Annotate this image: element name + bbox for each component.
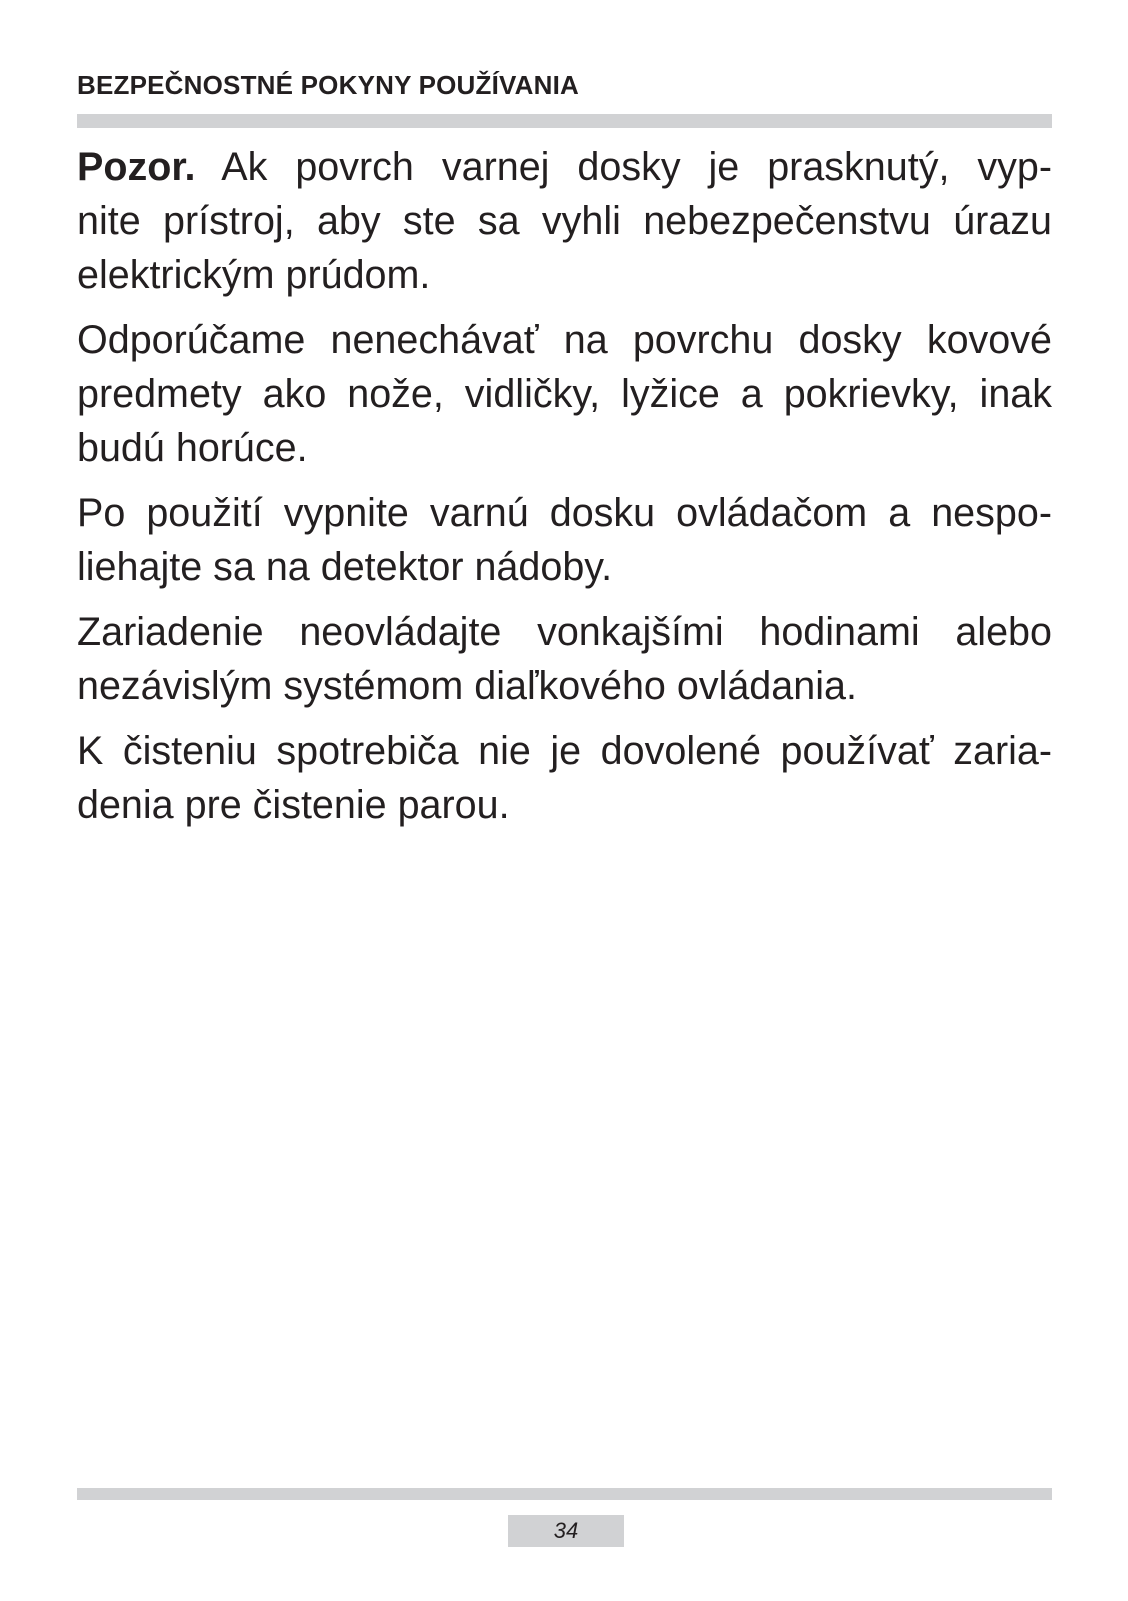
paragraph-warning xyxy=(77,140,1052,302)
paragraph-remote-control xyxy=(77,605,1052,713)
text-line: Po použití vypnite varnú dosku ovládačom a nespo- xyxy=(77,491,1052,535)
page-body xyxy=(77,140,1052,843)
text-line: nite prístroj, aby ste sa vyhli nebezpečenstvu úrazu xyxy=(77,199,1052,243)
text-fragment: Ak povrch varnej dosky je prasknutý, vyp- xyxy=(195,145,1052,189)
text-line: nezávislým systémom diaľkového ovládania. xyxy=(77,664,857,708)
text-line: denia pre čistenie parou. xyxy=(77,783,510,827)
text-line: predmety ako nože, vidličky, lyžice a pokrievky, inak xyxy=(77,372,1052,416)
text-line: budú horúce. xyxy=(77,426,308,470)
footer-divider xyxy=(77,1488,1052,1500)
text-line: elektrickým prúdom. xyxy=(77,253,431,297)
text-line xyxy=(77,140,1052,194)
text-line: Zariadenie neovládajte vonkajšími hodinami alebo xyxy=(77,610,1052,654)
paragraph-metal-objects xyxy=(77,313,1052,475)
text-line: liehajte sa na detektor nádoby. xyxy=(77,545,613,589)
section-title: BEZPEČNOSTNÉ POKYNY POUŽÍVANIA xyxy=(77,70,579,100)
paragraph-steam-cleaning xyxy=(77,724,1052,832)
paragraph-switch-off xyxy=(77,486,1052,594)
warning-label: Pozor. xyxy=(77,145,196,189)
text-line: K čisteniu spotrebiča nie je dovolené používať zaria- xyxy=(77,729,1052,773)
text-line: Odporúčame nenechávať na povrchu dosky kovové xyxy=(77,318,1052,362)
header-divider xyxy=(77,114,1052,128)
page-number: 34 xyxy=(508,1515,624,1547)
